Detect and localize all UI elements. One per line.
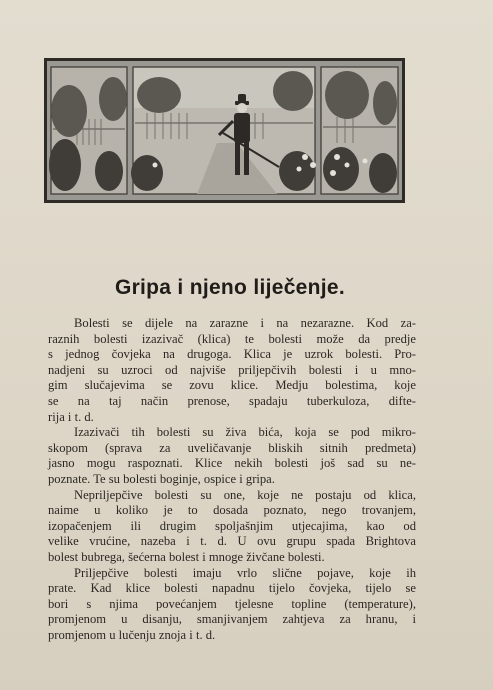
text-line: raznih bolesti izazivač (klica) te bolesti može da predje [48, 331, 416, 346]
garden-illustration [44, 58, 405, 203]
text-line: izopačenjem ili drugim spoljašnjim utjecajima, kao od [48, 518, 416, 533]
text-line: Bolesti se dijele na zarazne i na nezarazne. Kod za- [74, 316, 416, 330]
paragraph [48, 488, 416, 566]
text-line: naime u koliko je to dosada poznato, nego trovanjem, [48, 503, 416, 518]
text-line: rija i t. d. [48, 409, 94, 424]
text-line: s jednog čovjeka na drugoga. Klica je uzrok bolesti. Pro- [48, 347, 416, 362]
article-body [48, 316, 416, 643]
text-line: poznate. Te su bolesti boginje, ospice i gripa. [48, 471, 275, 486]
text-line: Priljepčive bolesti imaju vrlo slične pojave, koje ih [74, 565, 416, 580]
text-line: velike vrućine, nazeba i t. d. U ovu grupu spada Brightova [48, 534, 416, 549]
paragraph [48, 316, 416, 425]
paragraph [48, 566, 416, 644]
text-line: prate. Kad klice bolesti napadnu tijelo čovjeka, tijelo se [48, 581, 416, 596]
garden-illustration-drawing [47, 61, 402, 200]
text-line: bolest bubrega, šećerna bolest i mnoge živčane bolesti. [48, 549, 325, 564]
text-line: se na taj način prenose, spadaju tuberkuloza, difte- [48, 393, 416, 408]
paragraph [48, 425, 416, 487]
text-line: bori s njima povećanjem tjelesne topline (temperature), [48, 596, 416, 611]
text-line: nadjeni su uzroci od najviše priljepčivih bolesti i u mno- [48, 362, 416, 377]
text-line: jasno mogu raspoznati. Klice nekih bolesti još sad su ne- [48, 456, 416, 471]
text-line: promjenom u lučenju znoja i t. d. [48, 627, 216, 642]
text-line: promjenom u disanju, smanjivanjem zahtjeva za hranu, i [48, 612, 416, 627]
text-line: Nepriljepčive bolesti su one, koje ne postaju od klica, [74, 487, 416, 502]
page-title: Gripa i njeno liječenje. [114, 276, 346, 299]
text-line: gim slučajevima se zovu klice. Medju bolestima, koje [48, 378, 416, 393]
text-line: Izazivači tih bolesti su živa bića, koja se pod mikro- [74, 425, 416, 440]
text-line: skopom (sprava za uveličavanje bliskih sitnih predmeta) [48, 440, 416, 455]
